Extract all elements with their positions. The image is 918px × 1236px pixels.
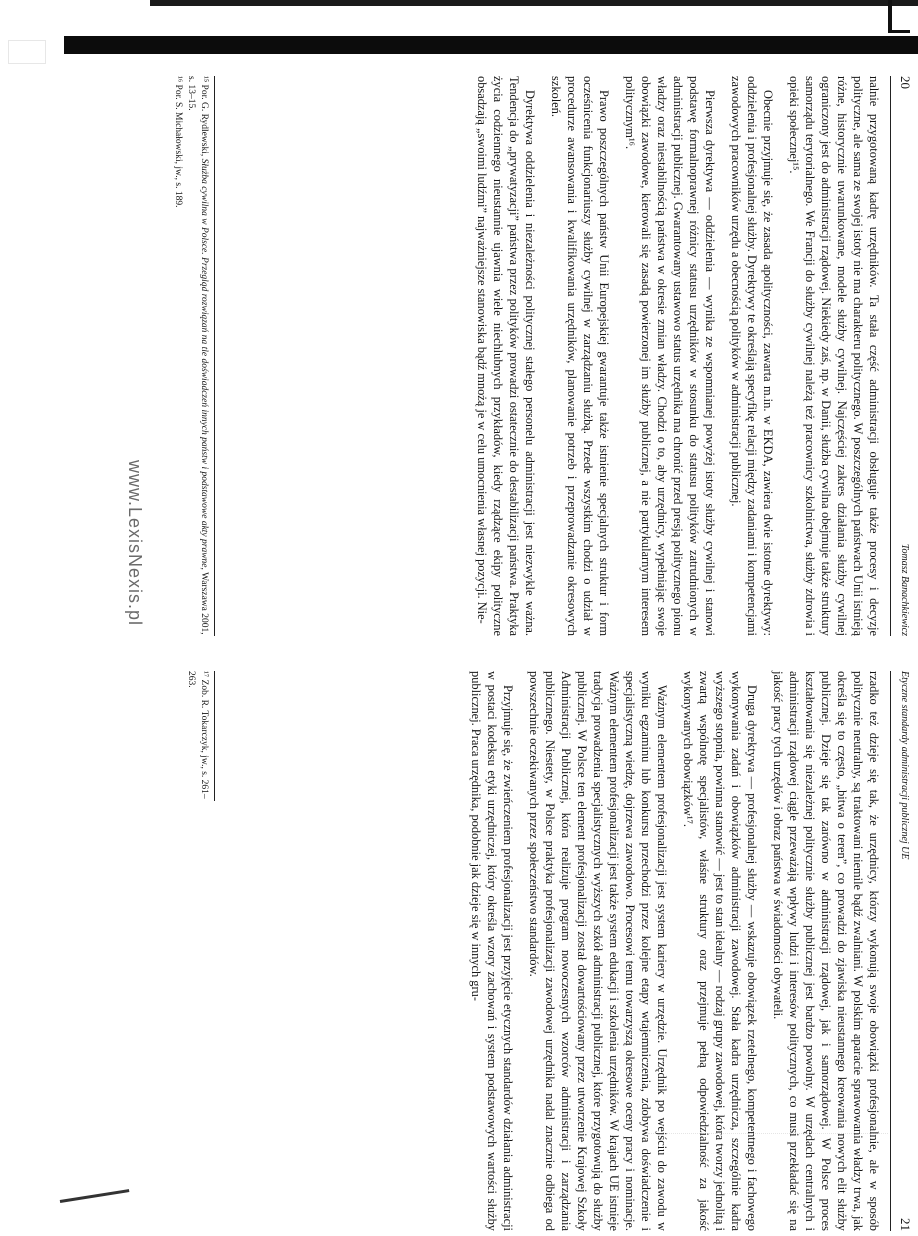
right-page-header [890,671,915,1231]
right-paragraph-3: Ważnym elementem profesjonalizacji jest system kariery w urzędzie. Urzędnik po wejściu do zawodu w wyniku egzaminu lub konkursu przechodzi przez kolejne etapy wtajemniczenia, zdobywa doświadczenie i specjalistyczną wiedzę, dojrzewa zawodowo. Procesowi temu towarzyszą okresowe oceny pracy i nominacje. Ważnym elementem profesjonalizacji jest także system edukacji i szkolenia urzędników. W krajach UE istnieje tradycja prowadzenia specjalistycznych wyższych szkół administracji publicznej, które przygotowują do służby publicznej. W Polsce ten element profesjonalizacji został dowartościowany przez utworzenie Krajowej Szkoły Administracji Publicznej, która realizuje program nowoczesnych wzorców administracji i zarządzania publicznego. Niestety, w Polsce praktyka profesjonalizacji zawodowej urzędnika nadal znacznie odbiega od powszechnie oczekiwanych przez społeczeństwo standardów. [527,671,669,1231]
right-paragraph-2: Druga dyrektywa — profesjonalnej służby — wskazuje obowiązek rzetelnego, kompetentnego i fachowego wykonywania zadań i obowiązków administracji zawodowej. Stała kadra urzędnicza, szczególnie kadra wyższego stopnia, powinna stanowić — jest to stan idealny — rodzaj grupy zawodowej, która tworzy jednolitą i zwartą wspólnotę specjalistów, właśne struktury oraz przejmuje pełną odpowiedzialność za jakość wykonywanych obowiązków¹⁷. [681,671,759,1231]
book-spread [115,76,915,1236]
left-paragraph-4: Prawo poszczególnych państw Unii Europejskiej gwarantuje także istnienie specjalnych struktur i form ocześnicenia funkcjonariuszy służby cywilnej w zarządzaniu służbą. Przede wszystkim chodzi o udział w procedurze awansowania i kwalifikowania urzędników, planowanie potrzeb i przeprowadzanie okresowych szkoleń. [549,76,611,636]
left-paragraph-3: Pierwsza dyrektywa — oddzielenia — wynika ze wspomnianej powyżej istoty służby cywilnej i stanowi podstawę formalnoprawnej różnicy statusu urzędników w stosunku do statusu polityków zatrudnionych w administracji publicznej. Gwarantowany ustawowo status urzędnika ma chronić przed presją politycznego pionu władzy oraz niestabilnością państwa w okresie zmian władzy. Chodzi o to, aby urzędnicy, wypełniając swoje obowiązki zawodowe, kierowali się zasadą powierzonej im służby publicznej, a nie partykularnym interesem politycznym¹⁶. [623,76,717,636]
scan-artifact [8,40,46,64]
right-paragraph-4: Przyjmuje się, że zwieńczeniem profesjonalizacji jest przyjęcie etycznych standardów działania administracji w postaci kodeksu etyki urzędniczej, który określa wzory zachowań i system podstawowych wartości służby publicznej. Praca urzędnika, podobnie jak dzieje się w innych gru- [469,671,515,1231]
footnote-text: Por. G. Rydlewski, [199,82,209,159]
left-paragraph-5: Dyrektywa oddzielenia i niezależności politycznej stałego personelu administracji jest niezwykle ważna. Tendencja do „prywatyzacji” państwa przez polityków prowadzi ostatecznie do destabilizacji państwa. Praktyka życia codziennego nieustannie ujawnia wiele niechlubnych przykładów, kiedy rządzące ekipy polityczne obsadzają „swoimi ludźmi” najważniejsze stanowiska bądź mnożą je w celu umocnienia własnej pozycji. Nie- [475,76,537,636]
left-page [115,76,915,636]
right-page [115,671,915,1231]
left-page-number: 20 [898,76,913,89]
binding-corner-mark [888,0,910,33]
right-running-head: Etyczne standardy administracji publicznej UE [899,671,910,860]
publisher-watermark: www.LexisNexis.pl [125,459,145,626]
left-paragraph-1: nalnie przygotowaną kadrę urzędników. Ta stała część administracji obsługuje także procesy i decyzje polityczne, ale sama ze swojej istoty nie ma charakteru politycznego. W poszczególnych państwach Unii istnieją różne, historycznie uwarunkowane, modele służby cywilnej. Najczęściej zakres działania służby cywilnej ograniczony jest do administracji rządowej. Niekiedy zaś, np. w Danii, służba cywilna obejmuje także struktury samorządu terytorialnego. We Francji do służby cywilnej należą też pracownicy szkolnictwa, służby zdrowia i opieki społecznej¹⁵. [787,76,881,636]
footnote-16 [171,76,184,636]
footnote-text: Por. S. Michałowski, jw., s. 189. [173,82,183,208]
scan-edge-bar [64,36,918,54]
left-page-header [890,76,915,636]
footnote-marker: ¹⁶ [173,76,183,83]
right-footnotes [184,671,215,801]
footnote-15 [184,76,210,636]
left-footnotes [171,76,215,636]
left-running-head: Tomasz Banachkiewicz [899,543,910,636]
right-page-number: 21 [898,1218,913,1231]
footnote-text-end: , Warszawa 2001, s. 13–15. [186,76,209,635]
right-paragraph-1: rzadko też dzieje się tak, że urzędnicy, którzy wykonują swoje obowiązki profesjonalnie, ale w sposób politycznie neutralny, są traktowani niemile bądź zwalniani. W polskim aparacie sprawowania władzy trwa, jak określa się to często, „bitwa o teren”, co prowadzi do zjawiska nieustannego kreowania nowych elit służby publicznej. Dzieje się tak zarówno w administracji rządowej, jak i samorządowej. W Polsce proces kształtowania się niezależnej politycznie służby publicznej jest bardzo powolny. W urzędach centralnych i administracji rządowej ciągle przeważają wpływy ludzi i interesów politycznych, co musi przekładać się na jakość pracy tych urzędów i obraz państwa w świadomości obywateli. [771,671,881,1231]
footnote-marker: ¹⁷ [199,671,209,678]
scan-edge-top [150,0,918,6]
left-paragraph-2: Obecnie przyjmuje się, że zasada apolityczności, zawarta m.in. w EKDA, zawiera dwie istotne dyrektywy: oddzielenia i profesjonalnej służby. Dyrektywy te określają specyfikę relacji między zadaniami i kompetencjami zawodowych pracowników urzędu a obecnością polityków w administracji publicznej. [729,76,775,636]
footnote-marker: ¹⁵ [199,76,209,83]
footnote-text: Zob. R. Tokarczyk, jw., s. 261–263. [186,671,209,799]
footnote-title: Służba cywilna w Polsce. Przegląd rozwiązań na tle doświadczeń innych państw i podstawowe akty prawne [199,158,209,568]
footnote-17 [184,671,210,801]
